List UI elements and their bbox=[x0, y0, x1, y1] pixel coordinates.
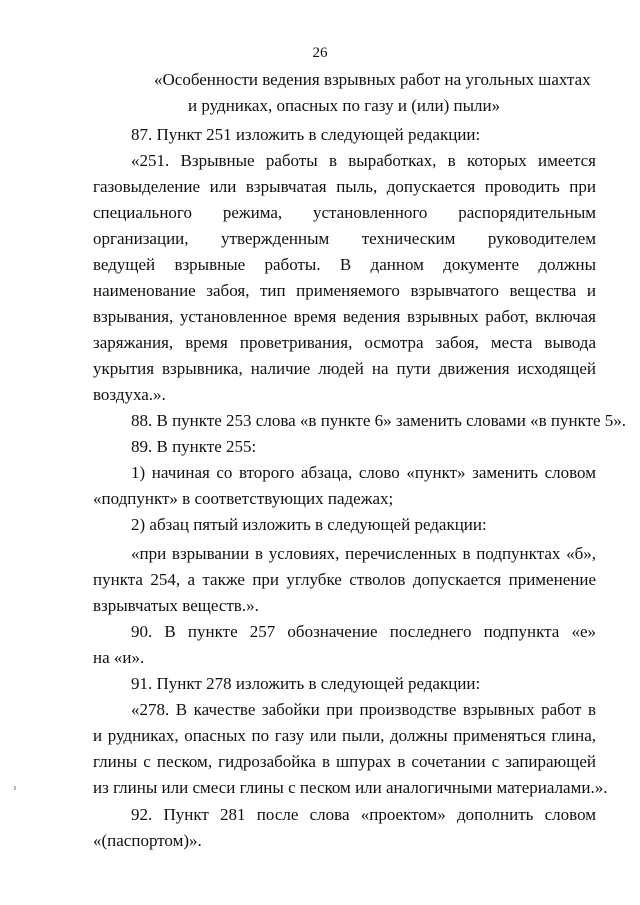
text-line: 88. В пункте 253 слова «в пункте 6» заменить словами «в пункте 5». bbox=[131, 411, 627, 430]
text-line: 92. Пункт 281 после слова «проектом» дополнить словом bbox=[131, 805, 596, 824]
text-line: на «и». bbox=[93, 648, 145, 667]
text-line: 87. Пункт 251 изложить в следующей редакции: bbox=[131, 125, 481, 144]
text-line: укрытия взрывника, наличие людей на пути движения исходящей bbox=[93, 359, 596, 378]
scan-mark bbox=[14, 786, 16, 790]
text-line: 1) начиная со второго абзаца, слово «пункт» заменить словом bbox=[131, 463, 596, 482]
text-line: взрывчатых веществ.». bbox=[93, 596, 259, 615]
text-line: взрывания, установленное время ведения взрывных работ, включая bbox=[93, 307, 596, 326]
text-line: специального режима, установленного распорядительным bbox=[93, 203, 596, 222]
page-number: 26 bbox=[312, 45, 328, 61]
text-line: 2) абзац пятый изложить в следующей редакции: bbox=[131, 515, 487, 534]
text-line: организации, утвержденным техническим руководителем bbox=[93, 229, 596, 248]
text-line: ведущей взрывные работы. В данном документе должны bbox=[93, 255, 596, 274]
text-line: 90. В пункте 257 обозначение последнего подпункта «е» bbox=[131, 622, 596, 641]
text-line: «251. Взрывные работы в выработках, в которых имеется bbox=[131, 151, 596, 170]
text-line: газовыделение или взрывчатая пыль, допускается проводить при bbox=[93, 177, 596, 196]
text-line: 91. Пункт 278 изложить в следующей редакции: bbox=[131, 674, 481, 693]
text-line: воздуха.». bbox=[93, 385, 166, 404]
text-line: и рудниках, опасных по газу или пыли, должны применяться глина, bbox=[93, 726, 596, 745]
text-line: «278. В качестве забойки при производстве взрывных работ в bbox=[131, 700, 596, 719]
text-line: заряжания, время проветривания, осмотра забоя, места вывода bbox=[93, 333, 596, 352]
text-line: «подпункт» в соответствующих падежах; bbox=[93, 489, 394, 508]
text-line: пункта 254, а также при углубке стволов допускается применение bbox=[93, 570, 596, 589]
text-line: наименование забоя, тип применяемого взрывчатого вещества и bbox=[93, 281, 596, 300]
text-line: глины с песком, гидрозабойка в шпурах в сочетании с запирающей bbox=[93, 752, 596, 771]
text-line: 89. В пункте 255: bbox=[131, 437, 257, 456]
text-line: «(паспортом)». bbox=[93, 831, 202, 850]
text-line: из глины или смеси глины с песком или аналогичными материалами.». bbox=[93, 778, 608, 797]
text-line: «при взрывании в условиях, перечисленных в подпунктах «б», bbox=[131, 544, 596, 563]
section-title-line-1: «Особенности ведения взрывных работ на угольных шахтах bbox=[154, 70, 591, 89]
section-title-line-2: и рудниках, опасных по газу и (или) пыли» bbox=[188, 96, 501, 115]
